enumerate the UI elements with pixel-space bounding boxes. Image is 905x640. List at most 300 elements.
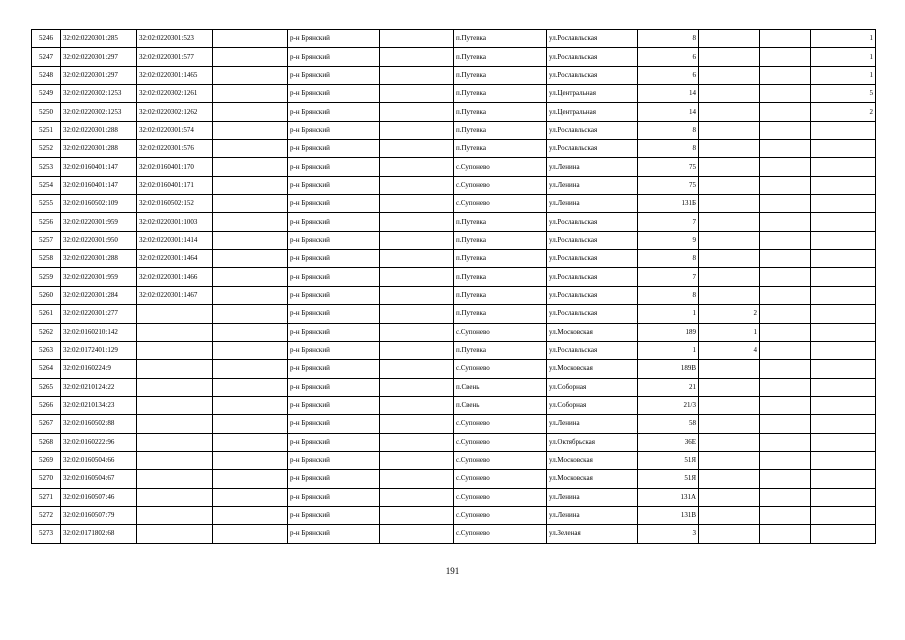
empty-cell	[760, 433, 811, 451]
table-row	[32, 451, 876, 469]
row-number-cell: 5261	[32, 305, 61, 323]
empty-cell	[760, 176, 811, 194]
street-cell: ул.Московская	[547, 451, 638, 469]
cadastral-number-2-cell: 32:02:0220302:1262	[137, 103, 213, 121]
count-cell	[811, 360, 876, 378]
empty-cell	[380, 305, 454, 323]
table-row	[32, 48, 876, 66]
district-cell: р-н Брянский	[288, 470, 380, 488]
row-number-cell: 5250	[32, 103, 61, 121]
cadastral-number-2-cell: 32:02:0220301:576	[137, 140, 213, 158]
empty-cell	[760, 48, 811, 66]
empty-cell	[380, 250, 454, 268]
cadastral-number-2-cell	[137, 396, 213, 414]
apartment-cell	[699, 268, 760, 286]
empty-cell	[760, 360, 811, 378]
house-number-cell: 8	[638, 121, 699, 139]
cadastral-number-2-cell: 32:02:0220301:1467	[137, 286, 213, 304]
apartment-cell: 1	[699, 323, 760, 341]
house-number-cell: 131Б	[638, 195, 699, 213]
count-cell	[811, 176, 876, 194]
empty-cell	[380, 158, 454, 176]
street-cell: ул.Центральная	[547, 85, 638, 103]
count-cell: 2	[811, 103, 876, 121]
cadastral-number-2-cell: 32:02:0160401:171	[137, 176, 213, 194]
settlement-cell: п.Путевка	[454, 341, 547, 359]
table-row	[32, 506, 876, 524]
row-number-cell: 5258	[32, 250, 61, 268]
count-cell	[811, 433, 876, 451]
row-number-cell: 5253	[32, 158, 61, 176]
cadastral-number-2-cell	[137, 415, 213, 433]
empty-cell	[760, 268, 811, 286]
empty-cell	[760, 85, 811, 103]
street-cell: ул.Московская	[547, 323, 638, 341]
apartment-cell: 2	[699, 305, 760, 323]
table-row	[32, 121, 876, 139]
row-number-cell: 5248	[32, 66, 61, 84]
settlement-cell: п.Путевка	[454, 103, 547, 121]
district-cell: р-н Брянский	[288, 415, 380, 433]
cadastral-number-cell: 32:02:0160502:109	[61, 195, 137, 213]
house-number-cell: 14	[638, 85, 699, 103]
settlement-cell: п.Путевка	[454, 250, 547, 268]
count-cell	[811, 525, 876, 543]
street-cell: ул.Ленина	[547, 195, 638, 213]
empty-cell	[213, 415, 288, 433]
empty-cell	[213, 121, 288, 139]
row-number-cell: 5260	[32, 286, 61, 304]
house-number-cell: 7	[638, 213, 699, 231]
apartment-cell	[699, 470, 760, 488]
settlement-cell: с.Супонево	[454, 470, 547, 488]
empty-cell	[213, 286, 288, 304]
cadastral-number-2-cell: 32:02:0220301:577	[137, 48, 213, 66]
empty-cell	[380, 396, 454, 414]
empty-cell	[380, 360, 454, 378]
table-row	[32, 213, 876, 231]
empty-cell	[213, 525, 288, 543]
cadastral-number-cell: 32:02:0171802:68	[61, 525, 137, 543]
cadastral-number-cell: 32:02:0160224:9	[61, 360, 137, 378]
table-row	[32, 195, 876, 213]
empty-cell	[213, 66, 288, 84]
cadastral-number-cell: 32:02:0220301:288	[61, 121, 137, 139]
empty-cell	[213, 451, 288, 469]
cadastral-number-cell: 32:02:0210134:23	[61, 396, 137, 414]
table-row	[32, 66, 876, 84]
apartment-cell	[699, 213, 760, 231]
settlement-cell: п.Путевка	[454, 30, 547, 48]
settlement-cell: с.Супонево	[454, 506, 547, 524]
district-cell: р-н Брянский	[288, 341, 380, 359]
settlement-cell: с.Супонево	[454, 323, 547, 341]
count-cell	[811, 195, 876, 213]
row-number-cell: 5266	[32, 396, 61, 414]
apartment-cell	[699, 231, 760, 249]
count-cell	[811, 250, 876, 268]
row-number-cell: 5254	[32, 176, 61, 194]
cadastral-number-2-cell	[137, 360, 213, 378]
district-cell: р-н Брянский	[288, 506, 380, 524]
apartment-cell	[699, 525, 760, 543]
empty-cell	[760, 195, 811, 213]
empty-cell	[760, 121, 811, 139]
street-cell: ул.Зеленая	[547, 525, 638, 543]
empty-cell	[760, 415, 811, 433]
cadastral-number-2-cell	[137, 525, 213, 543]
district-cell: р-н Брянский	[288, 30, 380, 48]
row-number-cell: 5268	[32, 433, 61, 451]
empty-cell	[380, 341, 454, 359]
table-row	[32, 85, 876, 103]
apartment-cell	[699, 103, 760, 121]
empty-cell	[213, 103, 288, 121]
cadastral-number-cell: 32:02:0220301:277	[61, 305, 137, 323]
district-cell: р-н Брянский	[288, 451, 380, 469]
empty-cell	[213, 250, 288, 268]
empty-cell	[380, 268, 454, 286]
street-cell: ул.Октябрьская	[547, 433, 638, 451]
cadastral-number-2-cell: 32:02:0160401:170	[137, 158, 213, 176]
apartment-cell	[699, 121, 760, 139]
empty-cell	[760, 103, 811, 121]
district-cell: р-н Брянский	[288, 195, 380, 213]
empty-cell	[213, 396, 288, 414]
cadastral-number-2-cell: 32:02:0220301:523	[137, 30, 213, 48]
row-number-cell: 5247	[32, 48, 61, 66]
table-row	[32, 140, 876, 158]
district-cell: р-н Брянский	[288, 140, 380, 158]
cadastral-number-cell: 32:02:0160507:46	[61, 488, 137, 506]
cadastral-number-cell: 32:02:0220301:284	[61, 286, 137, 304]
street-cell: ул.Московская	[547, 470, 638, 488]
apartment-cell	[699, 506, 760, 524]
street-cell: ул.Московская	[547, 360, 638, 378]
empty-cell	[213, 360, 288, 378]
apartment-cell	[699, 286, 760, 304]
settlement-cell: п.Путевка	[454, 305, 547, 323]
cadastral-number-cell: 32:02:0210124:22	[61, 378, 137, 396]
settlement-cell: п.Путевка	[454, 121, 547, 139]
table-row	[32, 268, 876, 286]
street-cell: ул.Рославльская	[547, 66, 638, 84]
settlement-cell: п.Свень	[454, 378, 547, 396]
cadastral-number-cell: 32:02:0220301:959	[61, 268, 137, 286]
row-number-cell: 5265	[32, 378, 61, 396]
cadastral-number-cell: 32:02:0160507:79	[61, 506, 137, 524]
district-cell: р-н Брянский	[288, 250, 380, 268]
empty-cell	[380, 121, 454, 139]
cadastral-number-2-cell	[137, 305, 213, 323]
cadastral-number-cell: 32:02:0220301:288	[61, 140, 137, 158]
cadastral-number-2-cell	[137, 470, 213, 488]
settlement-cell: с.Супонево	[454, 433, 547, 451]
house-number-cell: 1	[638, 305, 699, 323]
house-number-cell: 7	[638, 268, 699, 286]
empty-cell	[213, 195, 288, 213]
settlement-cell: с.Супонево	[454, 158, 547, 176]
district-cell: р-н Брянский	[288, 213, 380, 231]
house-number-cell: 14	[638, 103, 699, 121]
cadastral-number-cell: 32:02:0172401:129	[61, 341, 137, 359]
table-row	[32, 525, 876, 543]
street-cell: ул.Центральная	[547, 103, 638, 121]
settlement-cell: с.Супонево	[454, 176, 547, 194]
count-cell	[811, 506, 876, 524]
house-number-cell: 189	[638, 323, 699, 341]
house-number-cell: 36Е	[638, 433, 699, 451]
apartment-cell	[699, 250, 760, 268]
street-cell: ул.Рославльская	[547, 48, 638, 66]
cadastral-number-2-cell: 32:02:0220301:1466	[137, 268, 213, 286]
empty-cell	[213, 213, 288, 231]
apartment-cell	[699, 360, 760, 378]
street-cell: ул.Рославльская	[547, 305, 638, 323]
empty-cell	[213, 140, 288, 158]
empty-cell	[213, 176, 288, 194]
table-row	[32, 415, 876, 433]
row-number-cell: 5264	[32, 360, 61, 378]
empty-cell	[213, 231, 288, 249]
row-number-cell: 5269	[32, 451, 61, 469]
street-cell: ул.Ленина	[547, 488, 638, 506]
district-cell: р-н Брянский	[288, 488, 380, 506]
table-row	[32, 176, 876, 194]
district-cell: р-н Брянский	[288, 305, 380, 323]
settlement-cell: с.Супонево	[454, 488, 547, 506]
settlement-cell: с.Супонево	[454, 195, 547, 213]
settlement-cell: п.Путевка	[454, 140, 547, 158]
empty-cell	[760, 30, 811, 48]
row-number-cell: 5273	[32, 525, 61, 543]
cadastral-number-cell: 32:02:0220301:297	[61, 48, 137, 66]
district-cell: р-н Брянский	[288, 360, 380, 378]
empty-cell	[380, 470, 454, 488]
row-number-cell: 5256	[32, 213, 61, 231]
cadastral-number-2-cell: 32:02:0220301:1464	[137, 250, 213, 268]
street-cell: ул.Ленина	[547, 176, 638, 194]
settlement-cell: с.Супонево	[454, 451, 547, 469]
row-number-cell: 5270	[32, 470, 61, 488]
house-number-cell: 8	[638, 286, 699, 304]
cadastral-number-cell: 32:02:0220301:285	[61, 30, 137, 48]
street-cell: ул.Рославльская	[547, 121, 638, 139]
row-number-cell: 5263	[32, 341, 61, 359]
cadastral-number-2-cell	[137, 451, 213, 469]
empty-cell	[380, 195, 454, 213]
count-cell	[811, 488, 876, 506]
empty-cell	[213, 268, 288, 286]
empty-cell	[213, 378, 288, 396]
house-number-cell: 21	[638, 378, 699, 396]
cadastral-number-cell: 32:02:0220301:297	[61, 66, 137, 84]
empty-cell	[760, 506, 811, 524]
district-cell: р-н Брянский	[288, 378, 380, 396]
count-cell	[811, 121, 876, 139]
street-cell: ул.Ленина	[547, 415, 638, 433]
empty-cell	[760, 286, 811, 304]
street-cell: ул.Ленина	[547, 158, 638, 176]
cadastral-number-2-cell	[137, 488, 213, 506]
cadastral-number-2-cell	[137, 506, 213, 524]
empty-cell	[760, 525, 811, 543]
table-row	[32, 341, 876, 359]
count-cell: 1	[811, 48, 876, 66]
empty-cell	[380, 231, 454, 249]
table-row	[32, 360, 876, 378]
empty-cell	[760, 305, 811, 323]
cadastral-number-2-cell	[137, 433, 213, 451]
row-number-cell: 5249	[32, 85, 61, 103]
table-row	[32, 433, 876, 451]
empty-cell	[213, 30, 288, 48]
house-number-cell: 51Я	[638, 470, 699, 488]
cadastral-number-cell: 32:02:0220302:1253	[61, 85, 137, 103]
registry-table	[31, 29, 876, 544]
district-cell: р-н Брянский	[288, 176, 380, 194]
cadastral-number-cell: 32:02:0160504:67	[61, 470, 137, 488]
apartment-cell	[699, 176, 760, 194]
settlement-cell: п.Путевка	[454, 213, 547, 231]
street-cell: ул.Рославльская	[547, 268, 638, 286]
empty-cell	[213, 48, 288, 66]
street-cell: ул.Соборная	[547, 396, 638, 414]
row-number-cell: 5251	[32, 121, 61, 139]
empty-cell	[213, 470, 288, 488]
district-cell: р-н Брянский	[288, 433, 380, 451]
house-number-cell: 75	[638, 158, 699, 176]
cadastral-number-cell: 32:02:0220301:950	[61, 231, 137, 249]
house-number-cell: 8	[638, 140, 699, 158]
empty-cell	[380, 103, 454, 121]
district-cell: р-н Брянский	[288, 323, 380, 341]
apartment-cell	[699, 30, 760, 48]
empty-cell	[380, 85, 454, 103]
count-cell	[811, 305, 876, 323]
count-cell	[811, 341, 876, 359]
table-row	[32, 305, 876, 323]
cadastral-number-2-cell: 32:02:0220301:1465	[137, 66, 213, 84]
empty-cell	[380, 213, 454, 231]
house-number-cell: 1	[638, 341, 699, 359]
cadastral-number-2-cell: 32:02:0160502:152	[137, 195, 213, 213]
row-number-cell: 5267	[32, 415, 61, 433]
empty-cell	[213, 323, 288, 341]
house-number-cell: 189В	[638, 360, 699, 378]
apartment-cell	[699, 85, 760, 103]
table-row	[32, 488, 876, 506]
row-number-cell: 5257	[32, 231, 61, 249]
apartment-cell: 4	[699, 341, 760, 359]
count-cell	[811, 286, 876, 304]
street-cell: ул.Рославльская	[547, 286, 638, 304]
table-row	[32, 323, 876, 341]
table-row	[32, 286, 876, 304]
house-number-cell: 58	[638, 415, 699, 433]
cadastral-number-2-cell: 32:02:0220301:574	[137, 121, 213, 139]
count-cell	[811, 396, 876, 414]
apartment-cell	[699, 140, 760, 158]
apartment-cell	[699, 48, 760, 66]
count-cell	[811, 140, 876, 158]
street-cell: ул.Рославльская	[547, 250, 638, 268]
empty-cell	[760, 250, 811, 268]
table-row	[32, 396, 876, 414]
apartment-cell	[699, 158, 760, 176]
cadastral-number-cell: 32:02:0160502:88	[61, 415, 137, 433]
empty-cell	[760, 140, 811, 158]
empty-cell	[380, 488, 454, 506]
empty-cell	[380, 176, 454, 194]
street-cell: ул.Ленина	[547, 506, 638, 524]
empty-cell	[380, 451, 454, 469]
settlement-cell: п.Путевка	[454, 85, 547, 103]
empty-cell	[760, 323, 811, 341]
district-cell: р-н Брянский	[288, 286, 380, 304]
apartment-cell	[699, 66, 760, 84]
count-cell: 5	[811, 85, 876, 103]
empty-cell	[380, 323, 454, 341]
cadastral-number-2-cell	[137, 341, 213, 359]
count-cell	[811, 213, 876, 231]
settlement-cell: с.Супонево	[454, 360, 547, 378]
empty-cell	[213, 433, 288, 451]
empty-cell	[760, 66, 811, 84]
district-cell: р-н Брянский	[288, 268, 380, 286]
house-number-cell: 131В	[638, 506, 699, 524]
cadastral-number-cell: 32:02:0160210:142	[61, 323, 137, 341]
house-number-cell: 8	[638, 250, 699, 268]
empty-cell	[380, 433, 454, 451]
count-cell: 1	[811, 30, 876, 48]
house-number-cell: 75	[638, 176, 699, 194]
settlement-cell: п.Путевка	[454, 231, 547, 249]
settlement-cell: п.Свень	[454, 396, 547, 414]
house-number-cell: 9	[638, 231, 699, 249]
count-cell	[811, 231, 876, 249]
cadastral-number-2-cell: 32:02:0220301:1414	[137, 231, 213, 249]
count-cell	[811, 470, 876, 488]
table-row	[32, 250, 876, 268]
settlement-cell: п.Путевка	[454, 48, 547, 66]
count-cell	[811, 323, 876, 341]
count-cell	[811, 451, 876, 469]
apartment-cell	[699, 488, 760, 506]
empty-cell	[380, 415, 454, 433]
empty-cell	[380, 525, 454, 543]
empty-cell	[760, 213, 811, 231]
empty-cell	[380, 286, 454, 304]
settlement-cell: с.Супонево	[454, 415, 547, 433]
district-cell: р-н Брянский	[288, 121, 380, 139]
street-cell: ул.Рославльская	[547, 231, 638, 249]
district-cell: р-н Брянский	[288, 66, 380, 84]
cadastral-number-2-cell	[137, 323, 213, 341]
table-row	[32, 378, 876, 396]
empty-cell	[380, 30, 454, 48]
settlement-cell: п.Путевка	[454, 286, 547, 304]
apartment-cell	[699, 415, 760, 433]
house-number-cell: 6	[638, 66, 699, 84]
table-row	[32, 158, 876, 176]
district-cell: р-н Брянский	[288, 48, 380, 66]
district-cell: р-н Брянский	[288, 103, 380, 121]
empty-cell	[213, 341, 288, 359]
count-cell	[811, 415, 876, 433]
street-cell: ул.Рославльская	[547, 140, 638, 158]
settlement-cell: п.Путевка	[454, 66, 547, 84]
